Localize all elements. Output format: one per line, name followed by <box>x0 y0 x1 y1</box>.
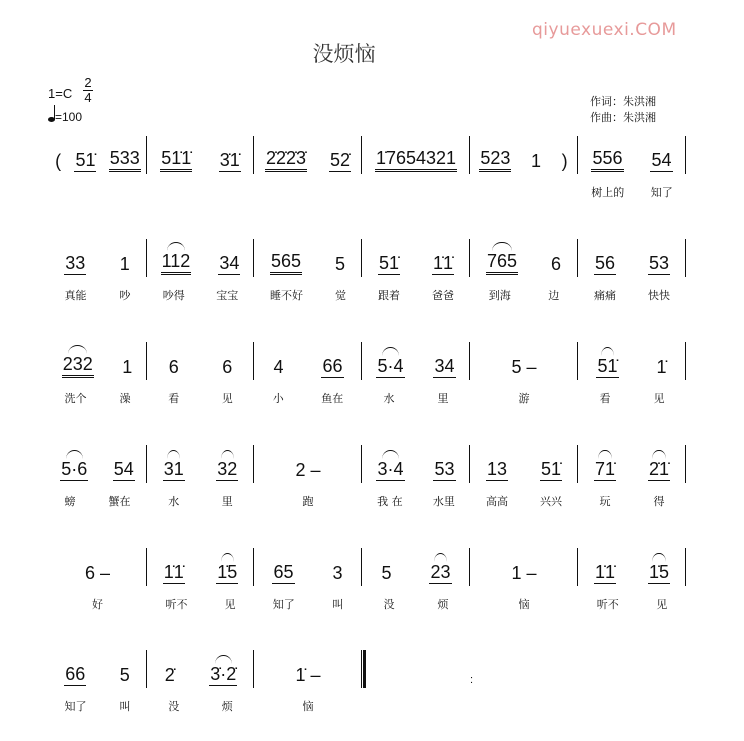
lyric-line <box>362 287 470 303</box>
lyric-line <box>470 596 578 612</box>
note-line <box>147 352 254 378</box>
measure <box>578 455 686 525</box>
lyric: 边 <box>548 289 560 302</box>
note-group: 6 <box>222 357 233 377</box>
note-group: 565 <box>270 251 302 275</box>
lyric: 得 <box>653 495 665 508</box>
note-group: 54 <box>651 150 672 170</box>
lyric-line <box>362 390 470 406</box>
lyric-line <box>147 493 254 509</box>
lyric: 水 <box>383 392 395 405</box>
note-group: 2̇2̇2̇3̇ <box>265 148 307 172</box>
note-line <box>578 352 686 378</box>
lyric-line <box>362 493 470 509</box>
measure <box>470 146 578 216</box>
measure <box>254 249 362 319</box>
measure <box>578 249 686 319</box>
stray-mark: : <box>470 674 474 686</box>
note-group: 53 <box>648 253 670 273</box>
note-group: 71̇ <box>594 459 616 479</box>
note-line <box>254 249 362 275</box>
lyric-line <box>254 390 362 406</box>
note-group: 3·4 <box>377 459 404 479</box>
lyric: 吵 <box>119 289 131 302</box>
measure <box>578 558 686 628</box>
lyric: 见 <box>224 598 236 611</box>
note-group: 5 <box>335 254 346 274</box>
watermark-logo: qiyuexuexi.COM <box>532 20 677 40</box>
lyric: 真能 <box>64 289 87 302</box>
measure <box>254 660 362 730</box>
lyric: 宝宝 <box>216 289 239 302</box>
note-group: 66 <box>322 356 343 376</box>
credits <box>590 94 656 126</box>
measure <box>254 352 362 422</box>
lyric-line <box>578 184 686 200</box>
note-group: 6 – <box>84 563 111 583</box>
lyric-line <box>254 596 362 612</box>
measure <box>254 455 362 525</box>
note-line <box>254 352 362 378</box>
note-group: 13 <box>486 459 508 479</box>
measure <box>362 558 470 628</box>
note-group: 1̇5 <box>217 562 238 582</box>
lyric: 恼 <box>302 700 314 713</box>
time-signature <box>83 76 93 105</box>
note-line <box>48 249 147 275</box>
lyric: 爸爸 <box>432 289 454 302</box>
measure <box>48 455 147 525</box>
note-line <box>147 146 254 172</box>
lyric-line <box>362 596 470 612</box>
note-line <box>578 455 686 481</box>
note-group: 765 <box>486 251 518 275</box>
note-line <box>48 660 147 686</box>
lyric-line <box>254 287 362 303</box>
lyric-line <box>147 184 254 200</box>
lyric: 吵得 <box>162 289 185 302</box>
lyric: 游 <box>518 392 530 405</box>
note-group: 52̇ <box>329 150 350 170</box>
score-row <box>0 352 744 422</box>
lyric-line <box>147 698 254 714</box>
barline <box>685 445 686 483</box>
note-group: 5·4 <box>377 356 404 376</box>
lyric: 听不 <box>596 598 619 611</box>
measure <box>254 558 362 628</box>
measure <box>147 146 254 216</box>
lyric-line <box>48 287 147 303</box>
lyric: 痛痛 <box>594 289 616 302</box>
lyric: 知了 <box>272 598 295 611</box>
lyric: 知了 <box>650 186 673 199</box>
lyric: 里 <box>437 392 449 405</box>
lyric-line <box>48 698 147 714</box>
note-group: 1 <box>122 357 133 377</box>
note-group: 232 <box>62 354 94 378</box>
note-group: 54 <box>113 459 134 479</box>
score-row <box>0 455 744 525</box>
score-row <box>0 660 744 730</box>
note-group: 51̇1̇ <box>160 148 192 172</box>
lyric: 鱼在 <box>321 392 344 405</box>
measure <box>48 352 147 422</box>
lyric-line <box>470 390 578 406</box>
note-line <box>470 146 578 172</box>
note-line <box>362 249 470 275</box>
tempo-marking <box>48 110 82 124</box>
measure <box>147 249 254 319</box>
lyric-line <box>362 184 470 200</box>
lyric: 看 <box>599 392 611 405</box>
measure <box>362 352 470 422</box>
quarter-note-icon <box>48 117 55 122</box>
lyric: 好 <box>92 598 103 611</box>
lyric: 高高 <box>486 495 508 508</box>
note-group: 1 – <box>511 563 537 583</box>
note-line <box>470 352 578 378</box>
note-line <box>362 558 470 584</box>
note-line <box>362 146 470 172</box>
lyric: 跟着 <box>378 289 400 302</box>
note-group: 5 <box>119 665 130 685</box>
note-line <box>470 249 578 275</box>
note-group: 2̇1̇ <box>648 459 670 479</box>
note-group: 533 <box>109 148 141 172</box>
note-group: 32 <box>217 459 238 479</box>
note-group: 1̇ <box>656 357 667 377</box>
note-group: 56 <box>594 253 616 273</box>
lyric: 恼 <box>518 598 530 611</box>
lyric: 知了 <box>64 700 87 713</box>
lyric: 睡不好 <box>270 289 303 302</box>
time-signature-bottom: 4 <box>84 90 92 105</box>
measure <box>48 558 147 628</box>
measure <box>48 146 147 216</box>
measure <box>470 455 578 525</box>
lyric-line <box>147 287 254 303</box>
note-line <box>254 146 362 172</box>
note-group: 23 <box>430 562 451 582</box>
note-group: 5 – <box>511 357 537 377</box>
final-barline <box>361 650 366 688</box>
lyric: 见 <box>656 598 668 611</box>
note-group: 523 <box>479 148 511 172</box>
note-group: 3 <box>332 563 343 583</box>
lyric-line <box>48 390 147 406</box>
measure <box>147 352 254 422</box>
note-line <box>362 352 470 378</box>
measure <box>147 558 254 628</box>
note-group: 4 <box>273 357 284 377</box>
measure <box>470 558 578 628</box>
lyric-line <box>578 493 686 509</box>
lyric: 螃 <box>64 495 76 508</box>
note-group: 3̇·2̇ <box>210 664 237 684</box>
note-group: 65 <box>273 562 294 582</box>
lyric: 树上的 <box>591 186 625 199</box>
note-line <box>147 558 254 584</box>
note-group: 1̇7654321 <box>375 148 457 172</box>
note-line <box>254 558 362 584</box>
lyric: 烦 <box>437 598 449 611</box>
lyric-line <box>254 184 362 200</box>
measure <box>362 455 470 525</box>
lyric: 觉 <box>335 289 346 302</box>
key-signature: 1=C <box>48 86 73 101</box>
note-line <box>254 455 362 481</box>
lyric-line <box>48 493 147 509</box>
barline <box>685 136 686 174</box>
note-group: 1̇1̇ <box>432 253 454 273</box>
note-line <box>578 558 686 584</box>
note-group: 6 <box>168 357 179 377</box>
lyric: 澡 <box>119 392 131 405</box>
lyric: 小 <box>272 392 284 405</box>
lyric: 见 <box>221 392 233 405</box>
measure <box>147 660 254 730</box>
measure <box>48 660 147 730</box>
lyric: 兴兴 <box>540 495 562 508</box>
note-group: 66 <box>65 664 86 684</box>
note-group: ( <box>55 151 62 171</box>
lyric: 快快 <box>648 289 670 302</box>
song-title: 没烦恼 <box>312 42 376 66</box>
note-group: 34 <box>219 253 240 273</box>
note-line <box>147 660 254 686</box>
barline <box>685 342 686 380</box>
note-group: 1̇ – <box>295 665 321 685</box>
lyric: 听不 <box>165 598 188 611</box>
lyric: 跑 <box>302 495 314 508</box>
score-row <box>0 146 744 216</box>
note-line <box>254 660 362 686</box>
note-line <box>48 146 147 172</box>
note-group: 1 <box>119 254 130 274</box>
measure <box>578 146 686 216</box>
note-line <box>470 558 578 584</box>
note-line <box>470 455 578 481</box>
lyric: 蟹在 <box>108 495 131 508</box>
measure <box>48 249 147 319</box>
time-signature-top: 2 <box>84 75 92 90</box>
note-group: 2̇ <box>164 665 175 685</box>
lyric-line <box>470 287 578 303</box>
note-group: ) <box>561 151 568 171</box>
score-row <box>0 249 744 319</box>
lyric: 水里 <box>432 495 455 508</box>
lyric: 没 <box>168 700 180 713</box>
note-line <box>48 455 147 481</box>
lyric-line <box>254 493 362 509</box>
note-group: 51̇ <box>540 459 562 479</box>
lyric-line <box>48 596 147 612</box>
note-group: 51̇ <box>75 150 96 170</box>
lyric-line <box>254 698 362 714</box>
note-group: 1 <box>531 151 542 171</box>
note-group: 1̇1̇ <box>163 562 184 582</box>
lyric: 见 <box>653 392 665 405</box>
note-line <box>362 455 470 481</box>
measure <box>470 352 578 422</box>
lyric: 到海 <box>488 289 511 302</box>
lyric: 看 <box>168 392 180 405</box>
note-line <box>48 352 147 378</box>
measure <box>254 146 362 216</box>
note-group: 31 <box>163 459 184 479</box>
note-group: 112 <box>161 251 192 275</box>
lyric-line <box>470 184 578 200</box>
measure <box>470 249 578 319</box>
lyric-line <box>470 493 578 509</box>
note-line <box>147 455 254 481</box>
lyric: 水 <box>168 495 180 508</box>
lyric: 我 在 <box>377 495 403 508</box>
lyric-line <box>147 390 254 406</box>
note-line <box>578 146 686 172</box>
lyric: 烦 <box>221 700 233 713</box>
note-group: 5·6 <box>61 459 88 479</box>
measure <box>578 352 686 422</box>
lyric-line <box>578 596 686 612</box>
lyric: 叫 <box>119 700 131 713</box>
note-group: 6 <box>551 254 562 274</box>
measure <box>147 455 254 525</box>
note-group: 53 <box>434 459 455 479</box>
note-group: 51̇ <box>597 356 618 376</box>
note-line <box>147 249 254 275</box>
barline <box>685 239 686 277</box>
note-group: 51̇ <box>378 253 400 273</box>
lyric-line <box>578 287 686 303</box>
note-group: 1̇5 <box>648 562 670 582</box>
measure <box>362 249 470 319</box>
note-group: 33 <box>65 253 86 273</box>
tempo-value: =100 <box>55 110 83 124</box>
composer: 作曲：朱洪湘 <box>590 111 656 124</box>
lyric: 里 <box>221 495 233 508</box>
note-group: 5 <box>381 563 392 583</box>
measure <box>362 146 470 216</box>
lyric: 叫 <box>332 598 344 611</box>
note-group: 1̇1̇ <box>594 562 616 582</box>
lyric: 玩 <box>599 495 611 508</box>
note-group: 556 <box>591 148 623 172</box>
note-line <box>48 558 147 584</box>
score-row <box>0 558 744 628</box>
lyricist: 作词：朱洪湘 <box>590 95 656 108</box>
lyric: 洗个 <box>64 392 87 405</box>
note-group: 34 <box>434 356 455 376</box>
note-line <box>578 249 686 275</box>
lyric-line <box>48 184 147 200</box>
lyric-line <box>147 596 254 612</box>
note-group: 2 – <box>295 460 321 480</box>
lyric: 没 <box>383 598 395 611</box>
barline <box>685 548 686 586</box>
note-group: 3̇1̇ <box>219 150 240 170</box>
lyric-line <box>578 390 686 406</box>
